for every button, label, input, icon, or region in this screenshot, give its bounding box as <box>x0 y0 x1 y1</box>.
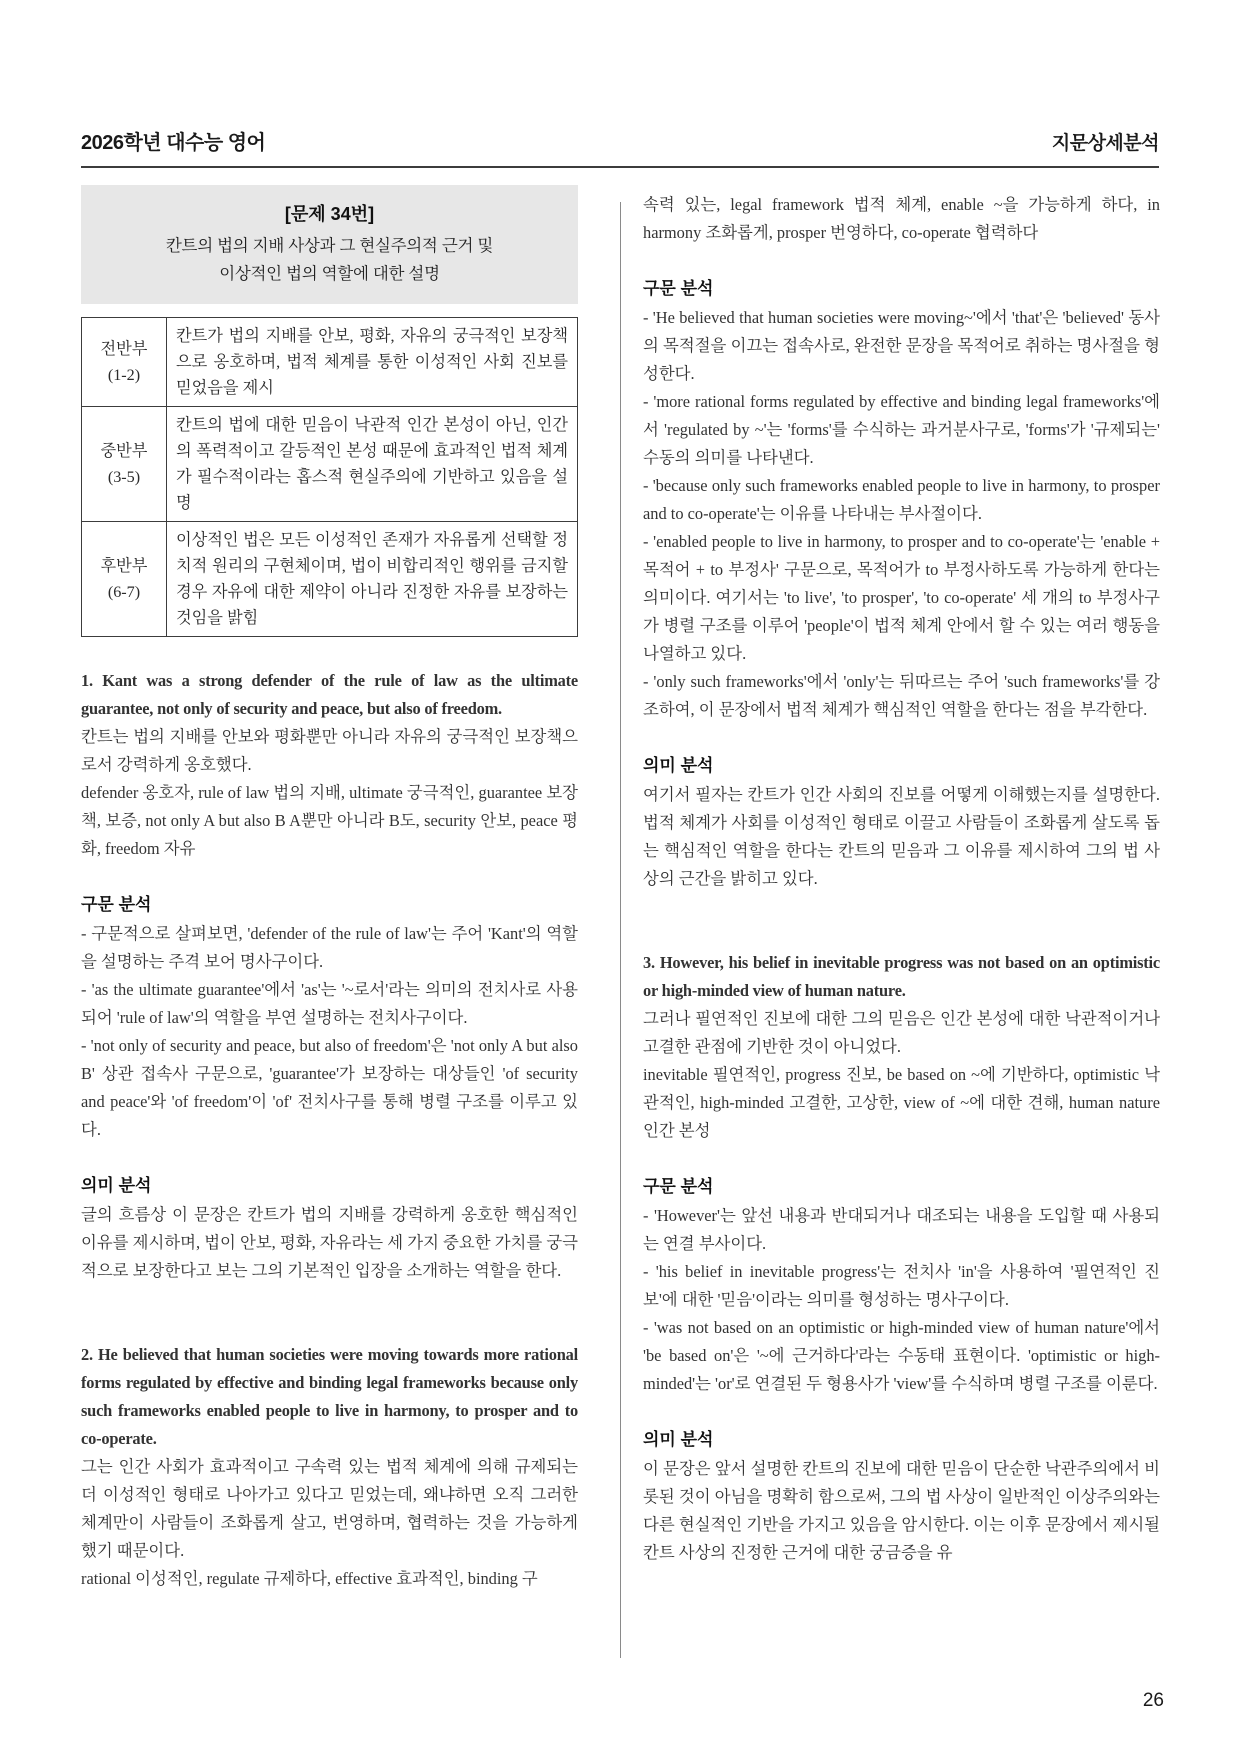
page-header <box>81 126 1159 155</box>
question-box-subtitle-line1: 칸트의 법의 지배 사상과 그 현실주의적 근거 및 <box>165 237 494 255</box>
question-box-subtitle-line2: 이상적인 법의 역할에 대한 설명 <box>219 265 440 283</box>
sentence-3-vocab: inevitable 필연적인, progress 진보, be based on ~에 기반하다, optimistic 낙관적인, high-minded 고결한, 고상한, view of ~에 대한 견해, human nature 인간 본성 <box>643 1065 1160 1140</box>
sentence-2-vocab-part2: 속력 있는, legal framework 법적 체계, enable ~을 가능하게 하다, in harmony 조화롭게, prosper 번영하다, co-operate 협력하다 <box>643 195 1160 242</box>
meaning-analysis-text: 여기서 필자는 칸트가 인간 사회의 진보를 어떻게 이해했는지를 설명한다. 법적 체계가 사회를 이성적인 형태로 이끌고 사람들이 조화롭게 살도록 돕는 핵심적인 역할을 한다는 칸트의 믿음과 그 이유를 제시하여 그의 법 사상의 근간을 밝히고 있다. <box>643 785 1160 888</box>
meaning-analysis-heading: 의미 분석 <box>643 756 714 775</box>
sentence-3-syntax-analysis <box>643 1173 1160 1398</box>
meaning-analysis-text: 이 문장은 앞서 설명한 칸트의 진보에 대한 믿음이 단순한 낙관주의에서 비롯된 것이 아님을 명확히 함으로써, 그의 법 사상이 일반적인 이상주의와는 다른 현실적인 기반을 가지고 있음을 암시한다. 이는 이후 문장에서 제시될 칸트 사상의 진정한 근거에 대한 궁금증을 유 <box>643 1459 1160 1562</box>
question-box <box>81 185 578 304</box>
sentence-1-syntax-analysis <box>81 891 578 1144</box>
part-label: 전반부 <box>100 340 148 358</box>
syntax-item: - 'not only of security and peace, but also of freedom'은 'not only A but also B' 상관 접속사 구문으로, 'guarantee'가 보장하는 대상들인 'of security and peace'와 'of freedom'이 'of' 전치사구를 통해 병렬 구조를 이루고 있다. <box>81 1036 578 1139</box>
sentence-2-korean: 그는 인간 사회가 효과적이고 구속력 있는 법적 체계에 의해 규제되는 더 이성적인 형태로 나아가고 있다고 믿었는데, 왜냐하면 오직 그러한 체계만이 사람들이 조화롭게 살고, 번영하며, 협력하는 것을 가능하게 했기 때문이다. <box>81 1457 578 1560</box>
syntax-item: - 'However'는 앞선 내용과 반대되거나 대조되는 내용을 도입할 때 사용되는 연결 부사이다. <box>643 1206 1160 1253</box>
desc-cell: 칸트의 법에 대한 믿음이 낙관적 인간 본성이 아닌, 인간의 폭력적이고 갈등적인 본성 때문에 효과적인 법적 체계가 필수적이라는 홉스적 현실주의에 기반하고 있음을 설명 <box>167 407 578 522</box>
table-row <box>82 522 578 637</box>
syntax-item: - 'his belief in inevitable progress'는 전치사 'in'을 사용하여 '필연적인 진보'에 대한 '믿음'이라는 의미를 형성하는 명사구이다. <box>643 1262 1160 1309</box>
column-divider <box>620 202 621 1658</box>
syntax-item: - 'more rational forms regulated by effective and binding legal frameworks'에서 'regulated by ~'는 'forms'를 수식하는 과거분사구로, 'forms'가 '규제되는' 수동의 의미를 나타낸다. <box>643 392 1160 467</box>
sentence-1-block <box>81 667 578 1285</box>
right-column <box>643 185 1160 1567</box>
part-cell <box>82 318 167 407</box>
meaning-analysis-text: 글의 흐름상 이 문장은 칸트가 법의 지배를 강력하게 옹호한 핵심적인 이유를 제시하며, 법이 안보, 평화, 자유라는 세 가지 중요한 가치를 궁극적으로 보장한다고 보는 그의 기본적인 입장을 소개하는 역할을 한다. <box>81 1205 578 1280</box>
sentence-1-english: 1. Kant was a strong defender of the rule of law as the ultimate guarantee, not only of security and peace, but also of freedom. <box>81 671 578 718</box>
header-exam-title: 2026학년 대수능 영어 <box>81 132 266 154</box>
syntax-item: - 'He believed that human societies were moving~'에서 'that'은 'believed' 동사의 목적절을 이끄는 접속사로, 완전한 문장을 목적어로 취하는 명사절을 형성한다. <box>643 308 1160 383</box>
part-cell <box>82 522 167 637</box>
header-rule <box>81 166 1159 168</box>
sentence-3-korean: 그러나 필연적인 진보에 대한 그의 믿음은 인간 본성에 대한 낙관적이거나 고결한 관점에 기반한 것이 아니었다. <box>643 1009 1160 1056</box>
page-number: 26 <box>1142 1690 1164 1711</box>
sentence-3-block <box>643 949 1160 1567</box>
part-cell <box>82 407 167 522</box>
syntax-item: - 'only such frameworks'에서 'only'는 뒤따르는 주어 'such frameworks'를 강조하여, 이 문장에서 법적 체계가 핵심적인 역할을 한다는 점을 부각한다. <box>643 672 1160 719</box>
syntax-analysis-heading: 구문 분석 <box>643 1177 714 1196</box>
sentence-2-syntax-analysis <box>643 275 1160 724</box>
syntax-analysis-heading: 구문 분석 <box>81 895 152 914</box>
syntax-item: - 'because only such frameworks enabled people to live in harmony, to prosper and to co-operate'는 이유를 나타내는 부사절이다. <box>643 476 1160 523</box>
sentence-1-meaning-analysis <box>81 1172 578 1285</box>
part-range: (6-7) <box>107 583 141 601</box>
sentence-2-meaning-analysis <box>643 752 1160 893</box>
table-row <box>82 407 578 522</box>
sentence-3-meaning-analysis <box>643 1426 1160 1567</box>
meaning-analysis-heading: 의미 분석 <box>81 1176 152 1195</box>
sentence-2-vocab-part1: rational 이성적인, regulate 규제하다, effective 효과적인, binding 구 <box>81 1569 538 1588</box>
syntax-analysis-heading: 구문 분석 <box>643 279 714 298</box>
sentence-3-english: 3. However, his belief in inevitable progress was not based on an optimistic or high-minded view of human nature. <box>643 953 1160 1000</box>
table-row <box>82 318 578 407</box>
question-box-title: [문제 34번] <box>284 204 375 224</box>
header-section-title: 지문상세분석 <box>1051 133 1159 154</box>
sentence-1-vocab: defender 옹호자, rule of law 법의 지배, ultimate 궁극적인, guarantee 보장책, 보증, not only A but also B A뿐만 아니라 B도, security 안보, peace 평화, freedom 자유 <box>81 783 578 858</box>
part-label: 후반부 <box>100 557 148 575</box>
desc-cell: 이상적인 법은 모든 이성적인 존재가 자유롭게 선택할 정치적 원리의 구현체이며, 법이 비합리적인 행위를 금지할 경우 자유에 대한 제약이 아니라 진정한 자유를 보장하는 것임을 밝힘 <box>167 522 578 637</box>
left-column <box>81 185 578 1593</box>
part-range: (3-5) <box>107 468 141 486</box>
syntax-item: - 'enabled people to live in harmony, to prosper and to co-operate'는 'enable + 목적어 + to 부정사' 구문으로, 목적어가 to 부정사하도록 가능하게 한다는 의미이다. 여기서는 'to live', 'to prosper', 'to co-operate' 세 개의 to 부정사구가 병렬 구조를 이루어 'people'이 법적 체계 안에서 할 수 있는 여러 행동을 나열하고 있다. <box>643 532 1160 663</box>
syntax-item: - 'as the ultimate guarantee'에서 'as'는 '~로서'라는 의미의 전치사로 사용되어 'rule of law'의 역할을 부연 설명하는 전치사구이다. <box>81 980 578 1027</box>
part-label: 중반부 <box>100 442 148 460</box>
sentence-1-korean: 칸트는 법의 지배를 안보와 평화뿐만 아니라 자유의 궁극적인 보장책으로서 강력하게 옹호했다. <box>81 727 578 774</box>
syntax-item: - 'was not based on an optimistic or high-minded view of human nature'에서 'be based on'은 '~에 근거하다'라는 수동태 표현이다. 'optimistic or high-minded'는 'or'로 연결된 두 형용사가 'view'를 수식하며 병렬 구조를 이룬다. <box>643 1318 1160 1393</box>
sentence-2-block <box>81 1341 578 1593</box>
syntax-item: - 구문적으로 살펴보면, 'defender of the rule of law'는 주어 'Kant'의 역할을 설명하는 주격 보어 명사구이다. <box>81 924 578 971</box>
part-range: (1-2) <box>107 366 141 384</box>
meaning-analysis-heading: 의미 분석 <box>643 1430 714 1449</box>
sentence-2-english: 2. He believed that human societies were moving towards more rational forms regulated by effective and binding legal frameworks because only such frameworks enabled people to live in harmony, to prosper and to co-operate. <box>81 1345 578 1448</box>
desc-cell: 칸트가 법의 지배를 안보, 평화, 자유의 궁극적인 보장책으로 옹호하며, 법적 체계를 통한 이성적인 사회 진보를 믿었음을 제시 <box>167 318 578 407</box>
summary-table <box>81 317 578 637</box>
